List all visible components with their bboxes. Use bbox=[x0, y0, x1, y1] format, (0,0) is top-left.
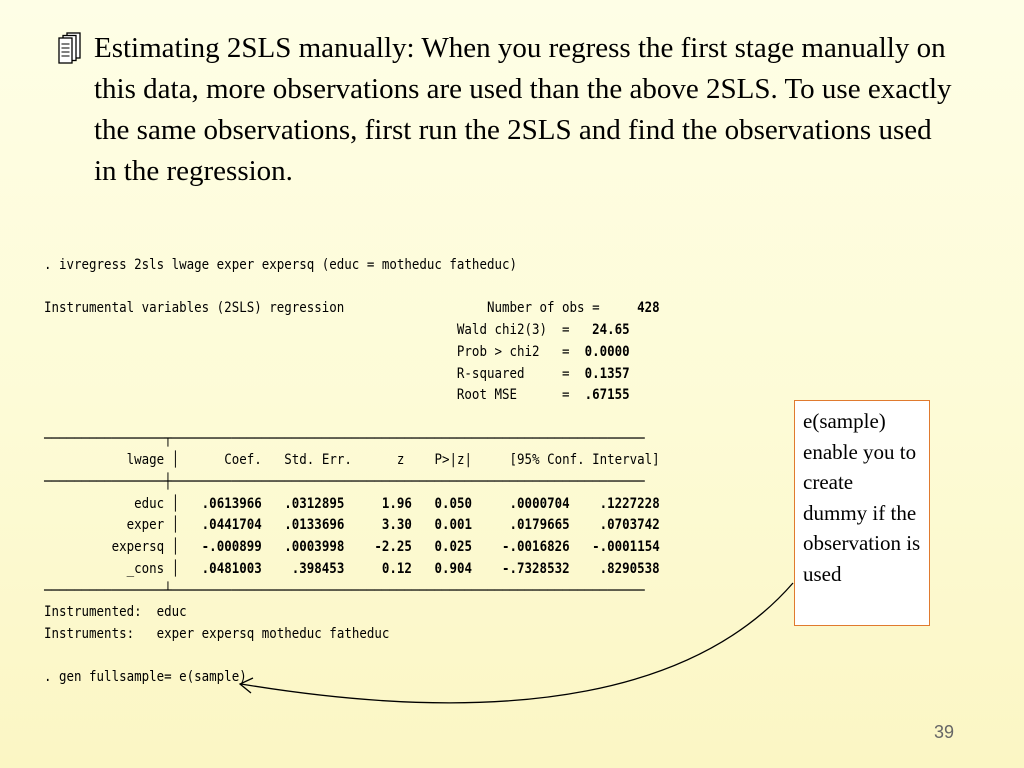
dependent-variable: lwage bbox=[126, 452, 165, 469]
stat-label: Prob > chi2 bbox=[456, 343, 540, 360]
row-var: exper bbox=[126, 517, 165, 534]
ci-lower: -.7328532 bbox=[502, 560, 570, 577]
z-value: 3.30 bbox=[381, 517, 412, 534]
stat-label: R-squared bbox=[456, 365, 525, 382]
stat-value: .67155 bbox=[584, 387, 630, 404]
ci-lower: .0179665 bbox=[509, 517, 570, 534]
std-err: .0312895 bbox=[284, 495, 345, 512]
instrumented-value: educ bbox=[156, 604, 187, 621]
col-header-z: z bbox=[396, 452, 405, 469]
col-header-stderr: Std. Err. bbox=[284, 452, 352, 469]
ci-upper: .1227228 bbox=[599, 495, 660, 512]
row-var: expersq bbox=[111, 539, 165, 556]
instrumented-label: Instrumented: bbox=[44, 604, 142, 621]
stat-value: 24.65 bbox=[592, 322, 630, 339]
col-header-conf-interval: [95% Conf. Interval] bbox=[509, 452, 660, 469]
std-err: .0133696 bbox=[284, 517, 345, 534]
z-value: -2.25 bbox=[374, 539, 412, 556]
arrow-curve bbox=[241, 583, 793, 703]
std-err: .398453 bbox=[291, 560, 345, 577]
gen-command: . gen fullsample= e(sample) bbox=[44, 669, 247, 686]
std-err: .0003998 bbox=[284, 539, 345, 556]
coef: .0481003 bbox=[201, 560, 262, 577]
callout-text: e(sample) enable you to create dummy if the observation is used bbox=[803, 409, 921, 586]
ci-lower: .0000704 bbox=[509, 495, 570, 512]
bullet-text: Estimating 2SLS manually: When you regress the first stage manually on this data, more observations are used than the above 2SLS. To use exactly the same observations, first run the 2SLS and find the observations used in the regression. bbox=[94, 32, 952, 187]
p-value: 0.904 bbox=[434, 560, 472, 577]
regression-title: Instrumental variables (2SLS) regression bbox=[44, 300, 345, 317]
z-value: 0.12 bbox=[381, 560, 412, 577]
instruments-value: exper expersq motheduc fatheduc bbox=[156, 625, 390, 642]
stat-value: 0.0000 bbox=[584, 343, 630, 360]
coef: -.000899 bbox=[201, 539, 262, 556]
stat-value: 0.1357 bbox=[584, 365, 630, 382]
row-var: educ bbox=[134, 495, 165, 512]
ci-upper: -.0001154 bbox=[592, 539, 660, 556]
p-value: 0.025 bbox=[434, 539, 472, 556]
stat-label: Number of obs bbox=[486, 300, 585, 317]
coef: .0441704 bbox=[201, 517, 262, 534]
p-value: 0.050 bbox=[434, 495, 472, 512]
coef: .0613966 bbox=[201, 495, 262, 512]
row-var: _cons bbox=[126, 560, 165, 577]
stat-label: Wald chi2(3) bbox=[456, 322, 548, 339]
stat-label: Root MSE bbox=[456, 387, 517, 404]
stat-value: 428 bbox=[637, 300, 660, 317]
ci-upper: .8290538 bbox=[599, 560, 660, 577]
p-value: 0.001 bbox=[434, 517, 472, 534]
col-header-pvalue: P>|z| bbox=[434, 452, 472, 469]
ci-lower: -.0016826 bbox=[502, 539, 570, 556]
col-header-coef: Coef. bbox=[224, 452, 262, 469]
stata-output: . ivregress 2sls lwage exper expersq (educ = motheduc fatheduc) Instrumental variables (2SLS) regression Number of obs = 428 Wald chi2(3) = 24.65 Prob > chi2 = 0.0000 R-squared = 0.1357 Root MSE = .67155 ────────────────┬─────────────────────────────────────────────────────────────── lwage │ Coef. Std. Err. z P>|z| [95% Conf. Interval] ────────────────┼─────────────────────────────────────────────────────────────── educ │ .0613966 .0312895 1.96 0.050 .0000704 .1227228 exper │ .0441704 .0133696 3.30 0.001 .0179665 .0703742 expersq │ -.000899 .0003998 -2.25 0.025 -.0016826 -.0001154 _cons │ .0481003 .398453 0.12 0.904 -.7328532 .8290538 ────────────────┴─────────────────────────────────────────────────────────────── Instrumented: educ Instruments: exper expersq motheduc fatheduc . gen fullsample= e(sample) bbox=[44, 257, 660, 686]
instruments-label: Instruments: bbox=[44, 625, 135, 642]
page-number: 39 bbox=[934, 722, 955, 742]
ci-upper: .0703742 bbox=[599, 517, 660, 534]
z-value: 1.96 bbox=[381, 495, 412, 512]
ivregress-command: . ivregress 2sls lwage exper expersq (educ = motheduc fatheduc) bbox=[44, 257, 517, 273]
